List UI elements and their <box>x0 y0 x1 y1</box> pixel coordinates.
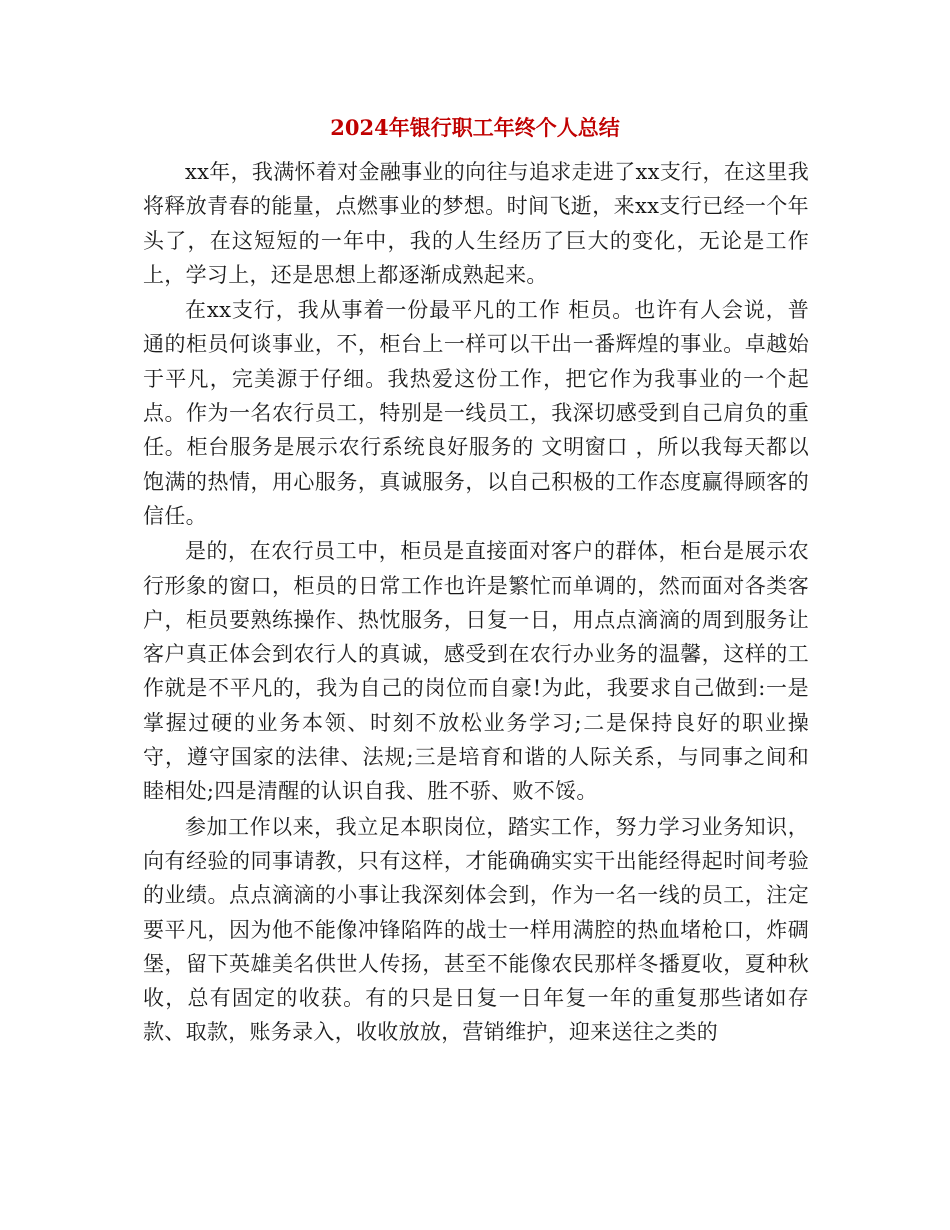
paragraph: xx年，我满怀着对金融事业的向往与追求走进了xx支行，在这里我将释放青春的能量，点燃事业的梦想。时间飞逝，来xx支行已经一个年头了，在这短短的一年中，我的人生经历了巨大的变化，无论是工作上，学习上，还是思想上都逐渐成熟起来。 <box>143 160 809 287</box>
document-title: 2024年银行职工年终个人总结 <box>330 115 620 140</box>
document-body <box>143 155 809 1051</box>
paragraph: 在xx支行，我从事着一份最平凡的工作 柜员。也许有人会说，普通的柜员何谈事业，不，柜台上一样可以干出一番辉煌的事业。卓越始于平凡，完美源于仔细。我热爱这份工作，把它作为我事业的一个起点。作为一名农行员工，特别是一线员工，我深切感受到自己肩负的重任。柜台服务是展示农行系统良好服务的 文明窗口 ，所以我每天都以饱满的热情，用心服务，真诚服务，以自己积极的工作态度赢得顾客的信任。 <box>143 298 809 528</box>
paragraph: 参加工作以来，我立足本职岗位，踏实工作，努力学习业务知识，向有经验的同事请教，只有这样，才能确确实实干出能经得起时间考验的业绩。点点滴滴的小事让我深刻体会到，作为一名一线的员工，注定要平凡，因为他不能像冲锋陷阵的战士一样用满腔的热血堵枪口，炸碉堡，留下英雄美名供世人传扬，甚至不能像农民那样冬播夏收，夏种秋收，总有固定的收获。有的只是日复一日年复一年的重复那些诸如存款、取款，账务录入，收收放放，营销维护，迎来送往之类的 <box>143 814 809 1045</box>
paragraph: 是的，在农行员工中，柜员是直接面对客户的群体，柜台是展示农行形象的窗口，柜员的日常工作也许是繁忙而单调的，然而面对各类客户，柜员要熟练操作、热忱服务，日复一日，用点点滴滴的周到服务让客户真正体会到农行人的真诚，感受到在农行办业务的温馨，这样的工作就是不平凡的，我为自己的岗位而自豪!为此，我要求自己做到:一是掌握过硬的业务本领、时刻不放松业务学习;二是保持良好的职业操守，遵守国家的法律、法规;三是培育和谐的人际关系，与同事之间和睦相处;四是清醒的认识自我、胜不骄、败不馁。 <box>143 539 809 804</box>
